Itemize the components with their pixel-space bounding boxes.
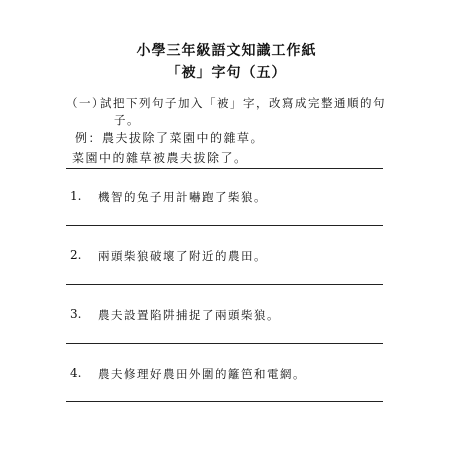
worksheet-subtitle: 「被」字句（五） — [166, 65, 287, 81]
instruction-number: （一） — [66, 96, 105, 110]
instruction-continuation: 子。 — [114, 113, 140, 127]
question-3-text: 農夫設置陷阱捕捉了兩頭柴狼。 — [98, 308, 280, 322]
question-1-number: 1. — [70, 189, 82, 203]
question-2-text: 兩頭柴狼破壞了附近的農田。 — [98, 249, 267, 263]
answer-line-4[interactable] — [66, 401, 383, 402]
question-4-text: 農夫修理好農田外圍的籬笆和電網。 — [98, 367, 306, 381]
example-sentence: 例：農夫拔除了菜園中的雜草。 — [75, 131, 265, 145]
instruction-text: 試把下列句子加入「被」字，改寫成完整通順的句 — [100, 96, 386, 110]
answer-line-3[interactable] — [66, 343, 383, 344]
question-4-number: 4. — [70, 366, 82, 380]
example-answer-line — [66, 168, 383, 169]
question-3-number: 3. — [70, 307, 82, 321]
example-answer: 菜園中的雜草被農夫拔除了。 — [72, 151, 248, 165]
answer-line-1[interactable] — [66, 225, 383, 226]
question-1-text: 機智的兔子用計嚇跑了柴狼。 — [98, 190, 267, 204]
worksheet-title: 小學三年級語文知識工作紙 — [136, 43, 317, 59]
answer-line-2[interactable] — [66, 284, 383, 285]
question-2-number: 2. — [70, 248, 82, 262]
